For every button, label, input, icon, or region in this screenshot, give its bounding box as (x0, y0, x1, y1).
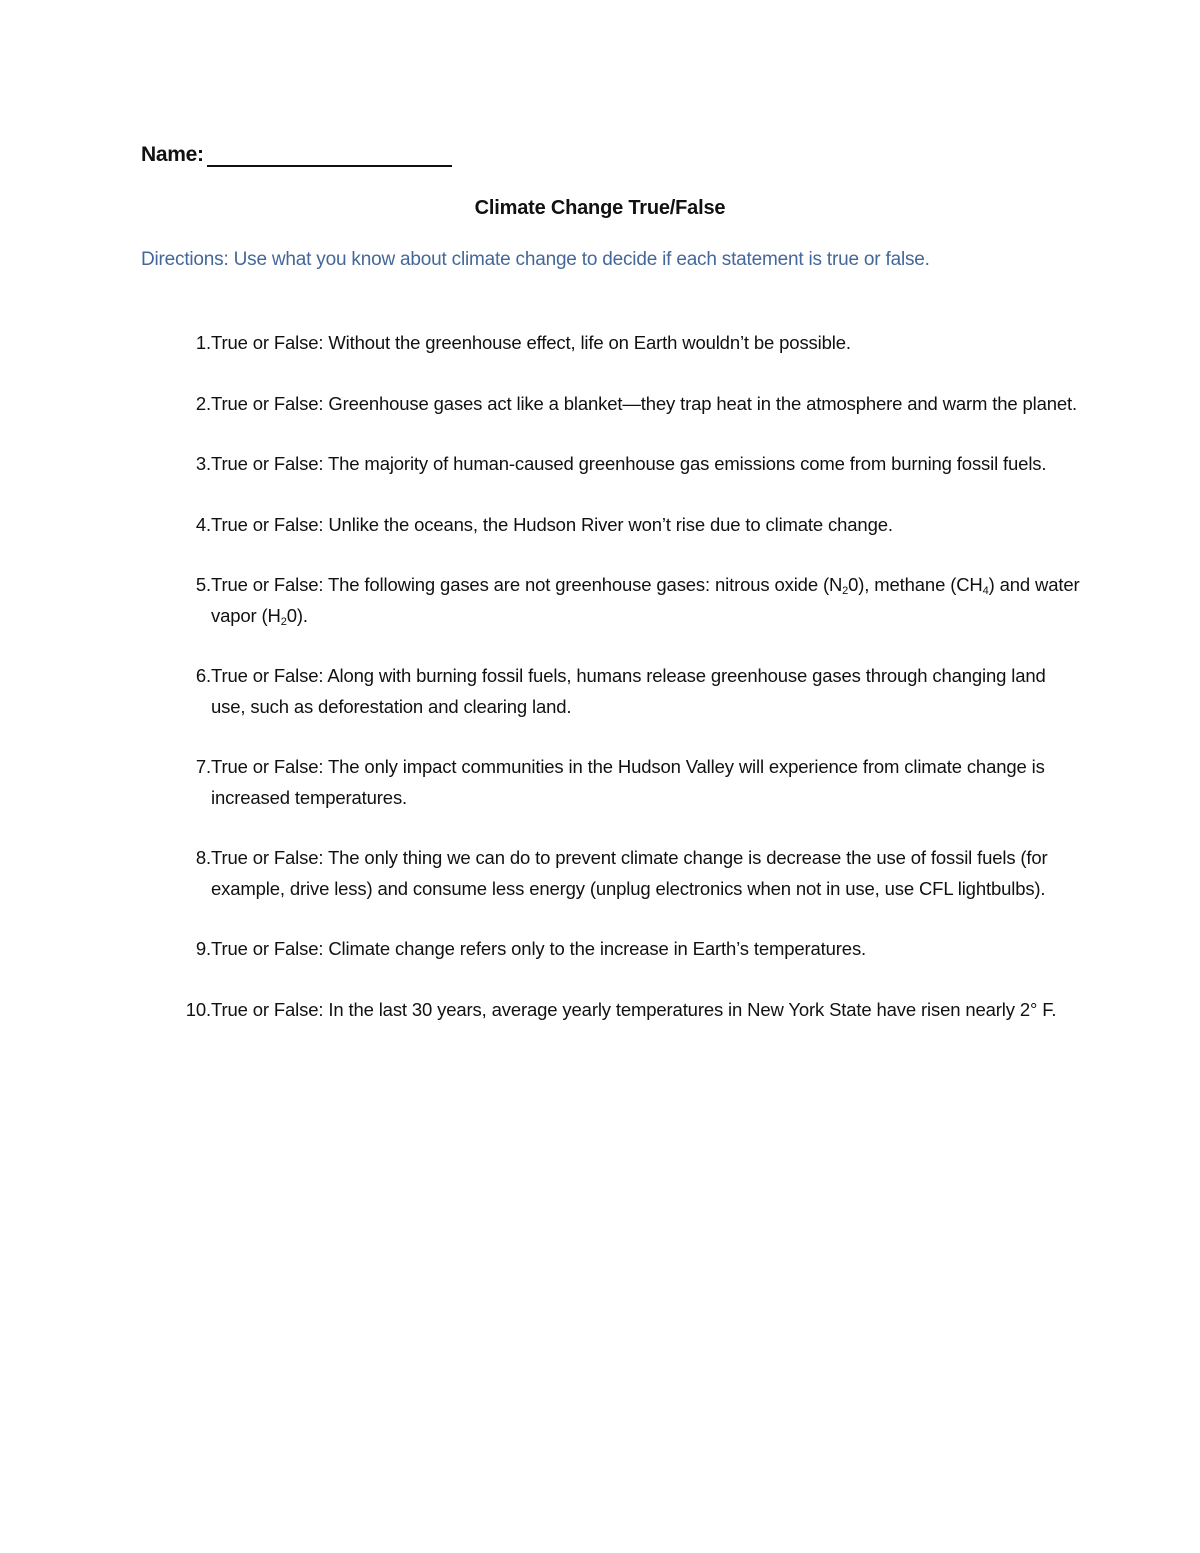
question-number: 1. (195, 332, 211, 353)
question-number: 4. (195, 513, 211, 535)
question-item (141, 510, 1081, 541)
question-number: 7. (195, 756, 211, 777)
question-item (141, 995, 1081, 1026)
subscript: 2 (842, 585, 849, 597)
question-text: True or False: The only impact communities in the Hudson Valley will experience from climate change is increased temperatures. (211, 756, 1045, 808)
question-number: 5. (195, 574, 211, 595)
question-list (141, 328, 1081, 1055)
directions-text: Directions: Use what you know about climate change to decide if each statement is true or false. (141, 249, 930, 270)
question-text-part: ) and water vapor (H (211, 574, 1080, 626)
question-text-part: True or False: The following gases are not greenhouse gases: nitrous oxide (N (211, 574, 843, 595)
question-text-part: 0), methane (CH (848, 574, 983, 595)
question-item (141, 570, 1081, 631)
worksheet-title: Climate Change True/False (474, 197, 726, 219)
question-number: 2. (195, 392, 211, 414)
question-item (141, 752, 1081, 813)
question-item (141, 328, 1081, 359)
question-number: 9. (195, 938, 211, 959)
question-item (141, 449, 1081, 480)
question-number: 8. (195, 847, 211, 868)
question-item (141, 661, 1081, 722)
question-number: 3. (195, 453, 211, 474)
name-field (141, 143, 452, 167)
question-text-part: 0). (286, 604, 308, 626)
question-text: True or False: Along with burning fossil fuels, humans release greenhouse gases through changing land use, such as deforestation and clearing land. (211, 665, 1046, 717)
question-text: True or False: The only thing we can do to prevent climate change is decrease the use of fossil fuels (for example, drive less) and consume less energy (unplug electronics when not in use, use CFL lightbulbs). (211, 847, 1048, 899)
question-text: True or False: In the last 30 years, average yearly temperatures in New York State have risen nearly 2° F. (211, 998, 1057, 1020)
question-text (211, 570, 1081, 631)
subscript: 4 (982, 585, 989, 597)
question-item (141, 843, 1081, 904)
question-text: True or False: Without the greenhouse effect, life on Earth wouldn’t be possible. (211, 332, 851, 353)
question-text: True or False: Unlike the oceans, the Hudson River won’t rise due to climate change. (211, 513, 893, 535)
question-item (141, 389, 1081, 420)
question-number: 6. (195, 665, 211, 686)
question-text: True or False: Greenhouse gases act like a blanket—they trap heat in the atmosphere and warm the planet. (211, 392, 1078, 414)
name-label: Name: (141, 143, 204, 166)
name-blank-line (207, 145, 452, 167)
question-number: 10. (185, 998, 211, 1020)
question-text: True or False: Climate change refers only to the increase in Earth’s temperatures. (211, 938, 867, 959)
question-text: True or False: The majority of human-caused greenhouse gas emissions come from burning fossil fuels. (211, 453, 1047, 474)
question-item (141, 934, 1081, 965)
subscript: 2 (280, 615, 287, 628)
